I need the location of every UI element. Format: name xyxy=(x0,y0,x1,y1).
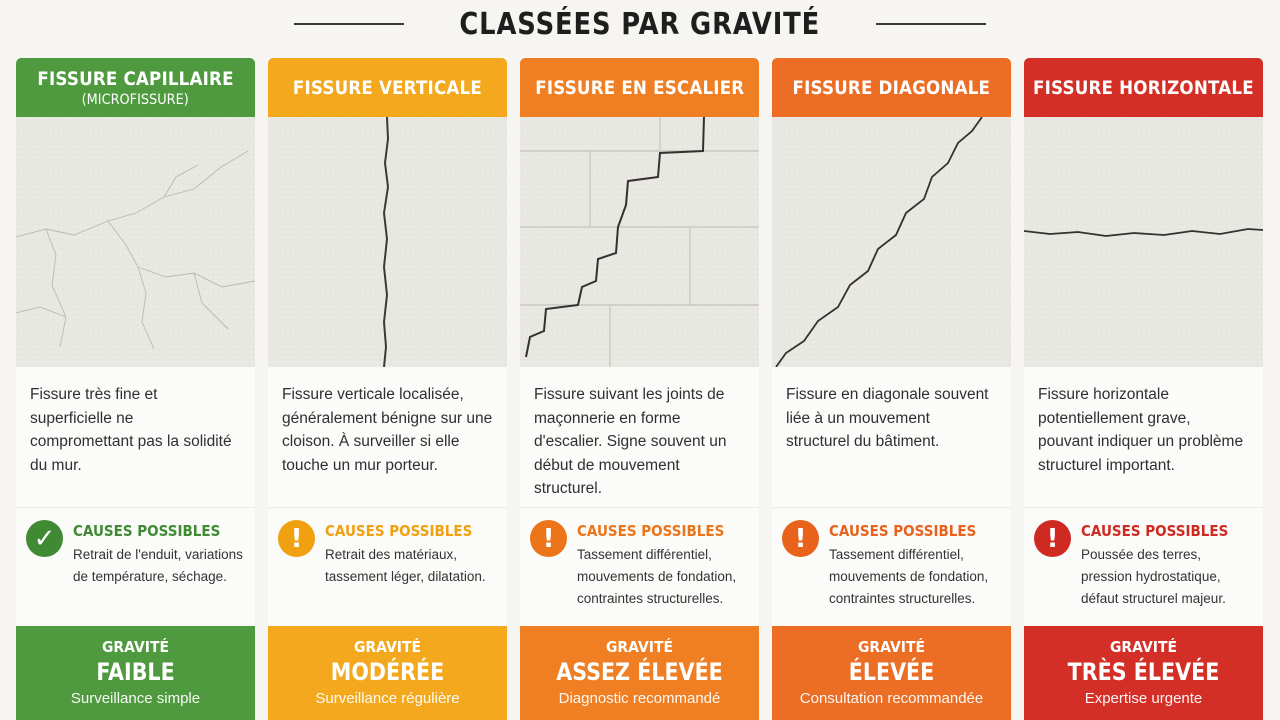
card-description: Fissure en diagonale souvent liée à un mouvement structurel du bâtiment. xyxy=(772,367,1011,507)
causes-title: CAUSES POSSIBLES xyxy=(325,522,473,540)
causes-title: CAUSES POSSIBLES xyxy=(73,522,221,540)
causes-text: Poussée des terres, pression hydrostatique, défaut structurel majeur. xyxy=(1081,547,1226,606)
causes-section xyxy=(1024,507,1263,626)
card-horizontal-crack xyxy=(1024,58,1263,720)
card-heading: FISSURE HORIZONTALE xyxy=(1033,76,1254,99)
gravity-level: FAIBLE xyxy=(96,658,175,686)
card-heading: FISSURE DIAGONALE xyxy=(792,76,991,99)
gravity-panel xyxy=(268,626,507,720)
causes-section xyxy=(520,507,759,626)
title-divider-left xyxy=(294,23,404,25)
title-divider-right xyxy=(876,23,986,25)
wall-image-vertical xyxy=(268,117,507,367)
exclamation-icon: ! xyxy=(782,520,819,557)
wall-image-horizontal xyxy=(1024,117,1263,367)
card-capillary-crack xyxy=(16,58,255,720)
gravity-label: GRAVITÉ xyxy=(857,638,926,656)
card-heading: FISSURE CAPILLAIRE xyxy=(37,67,234,90)
gravity-label: GRAVITÉ xyxy=(1109,638,1178,656)
gravity-note: Expertise urgente xyxy=(1084,690,1203,707)
card-description: Fissure très fine et superficielle ne compromettant pas la solidité du mur. xyxy=(16,367,255,507)
card-stair-crack xyxy=(520,58,759,720)
gravity-level: ÉLEVÉE xyxy=(848,658,935,686)
title-bar xyxy=(0,0,1280,48)
gravity-panel xyxy=(16,626,255,720)
exclamation-icon: ! xyxy=(530,520,567,557)
causes-text: Retrait de l'enduit, variations de température, séchage. xyxy=(73,547,243,584)
gravity-label: GRAVITÉ xyxy=(353,638,422,656)
causes-text: Retrait des matériaux, tassement léger, dilatation. xyxy=(325,547,486,584)
gravity-label: GRAVITÉ xyxy=(101,638,170,656)
exclamation-icon: ! xyxy=(278,520,315,557)
card-header xyxy=(772,58,1011,117)
gravity-panel xyxy=(520,626,759,720)
gravity-label: GRAVITÉ xyxy=(605,638,674,656)
causes-section xyxy=(772,507,1011,626)
gravity-note: Consultation recommandée xyxy=(799,690,984,707)
crack-cards xyxy=(16,58,1264,720)
causes-title: CAUSES POSSIBLES xyxy=(1081,522,1229,540)
card-description: Fissure suivant les joints de maçonnerie en forme d'escalier. Signe souvent un début de mouvement structurel. xyxy=(520,367,759,507)
wall-image-capillary xyxy=(16,117,255,367)
card-header xyxy=(520,58,759,117)
causes-title: CAUSES POSSIBLES xyxy=(829,522,977,540)
wall-image-stair xyxy=(520,117,759,367)
check-icon: ✓ xyxy=(26,520,63,557)
gravity-panel xyxy=(772,626,1011,720)
card-header xyxy=(1024,58,1263,117)
exclamation-icon: ! xyxy=(1034,520,1071,557)
causes-text: Tassement différentiel, mouvements de fondation, contraintes structurelles. xyxy=(577,547,737,606)
causes-text: Tassement différentiel, mouvements de fondation, contraintes structurelles. xyxy=(829,547,989,606)
card-header xyxy=(268,58,507,117)
card-header xyxy=(16,58,255,117)
page-title: CLASSÉES PAR GRAVITÉ xyxy=(459,6,821,42)
card-heading: FISSURE EN ESCALIER xyxy=(534,76,745,99)
card-subheading: (MICROFISSURE) xyxy=(81,91,190,108)
causes-section xyxy=(268,507,507,626)
gravity-note: Diagnostic recommandé xyxy=(558,690,721,707)
card-heading: FISSURE VERTICALE xyxy=(292,76,483,99)
gravity-note: Surveillance simple xyxy=(70,690,201,707)
gravity-panel xyxy=(1024,626,1263,720)
gravity-note: Surveillance régulière xyxy=(315,690,460,707)
gravity-level: TRÈS ÉLEVÉE xyxy=(1067,658,1220,686)
gravity-level: MODÉRÉE xyxy=(330,658,445,686)
card-diagonal-crack xyxy=(772,58,1011,720)
gravity-level: ASSEZ ÉLEVÉE xyxy=(556,658,723,686)
wall-image-diagonal xyxy=(772,117,1011,367)
card-description: Fissure verticale localisée, généralement bénigne sur une cloison. À surveiller si elle touche un mur porteur. xyxy=(268,367,507,507)
card-description: Fissure horizontale potentiellement grave, pouvant indiquer un problème structurel important. xyxy=(1024,367,1263,507)
card-vertical-crack xyxy=(268,58,507,720)
causes-title: CAUSES POSSIBLES xyxy=(577,522,725,540)
causes-section xyxy=(16,507,255,626)
